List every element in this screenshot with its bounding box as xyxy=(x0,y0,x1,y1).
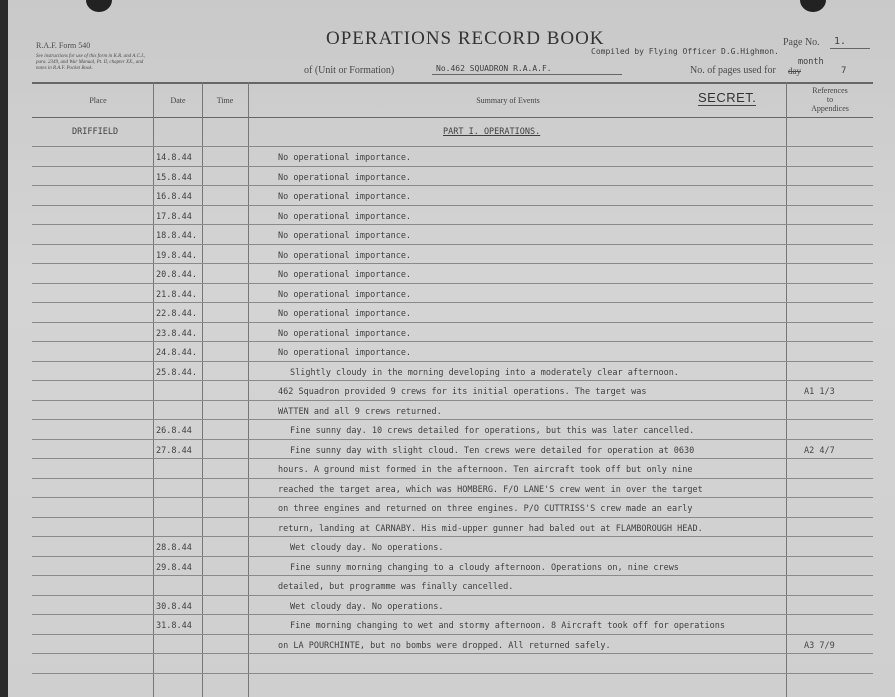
row-date: 16.8.44 xyxy=(156,192,192,202)
pages-used-struck: day xyxy=(788,66,801,76)
pages-used-value: 7 xyxy=(841,66,847,76)
unit-value: No.462 SQUADRON R.A.A.F. xyxy=(436,64,552,73)
row-summary: No operational importance. xyxy=(278,153,412,163)
row-summary: on LA POURCHINTE, but no bombs were dropped. All returned safely. xyxy=(278,641,611,651)
punch-hole-right xyxy=(800,0,826,12)
row-reference: A2 4/7 xyxy=(804,446,835,456)
row-summary: return, landing at CARNABY. His mid-upper gunner had baled out at FLAMBOROUGH HEAD. xyxy=(278,524,703,534)
ruled-line xyxy=(32,341,873,342)
row-date: 23.8.44. xyxy=(156,329,197,339)
row-summary: reached the target area, which was HOMBERG. F/O LANE'S crew went in over the target xyxy=(278,485,703,495)
ruled-line xyxy=(32,614,873,615)
unit-underline xyxy=(432,74,622,75)
table-top-rule xyxy=(32,82,873,84)
ruled-line xyxy=(32,419,873,420)
ruled-line xyxy=(32,478,873,479)
compiled-by: Compiled by Flying Officer D.G.Highmon. xyxy=(591,47,779,56)
punch-hole-left xyxy=(86,0,112,12)
col-header-references: References to Appendices xyxy=(811,86,849,113)
col-divider-time xyxy=(248,82,249,697)
row-date: 21.8.44. xyxy=(156,290,197,300)
row-summary: detailed, but programme was finally cancelled. xyxy=(278,582,514,592)
ruled-line xyxy=(32,673,873,674)
row-summary: No operational importance. xyxy=(278,251,412,261)
row-summary: Fine sunny morning changing to a cloudy afternoon. Operations on, nine crews xyxy=(290,563,679,573)
page-no-label: Page No. xyxy=(783,37,820,48)
row-date: 17.8.44 xyxy=(156,212,192,222)
row-summary: Wet cloudy day. No operations. xyxy=(290,543,444,553)
row-summary: No operational importance. xyxy=(278,173,412,183)
ruled-line xyxy=(32,302,873,303)
pages-used-month: month xyxy=(798,57,824,67)
ruled-line xyxy=(32,361,873,362)
ruled-line xyxy=(32,497,873,498)
row-date: 20.8.44. xyxy=(156,270,197,280)
row-date: 18.8.44. xyxy=(156,231,197,241)
row-summary: No operational importance. xyxy=(278,309,412,319)
row-summary: No operational importance. xyxy=(278,329,412,339)
ruled-line xyxy=(32,224,873,225)
row-reference: A3 7/9 xyxy=(804,641,835,651)
form-number: R.A.F. Form 540 xyxy=(36,41,91,50)
col-divider-place xyxy=(153,82,154,697)
row-summary: No operational importance. xyxy=(278,212,412,222)
row-summary: on three engines and returned on three engines. P/O CUTTRISS'S crew made an early xyxy=(278,504,693,514)
ruled-line xyxy=(32,146,873,147)
ruled-line xyxy=(32,439,873,440)
row-summary: No operational importance. xyxy=(278,192,412,202)
pages-used-label: No. of pages used for xyxy=(690,65,776,76)
form-instructions: See instructions for use of this form in K.R. and A.C.I., para. 2349, and War Manual, Pt. II, chapter XX., and notes in R.A.F. Pocket Book. xyxy=(36,54,146,71)
col-header-summary: Summary of Events xyxy=(476,96,540,105)
row-date: 19.8.44. xyxy=(156,251,197,261)
ruled-line xyxy=(32,536,873,537)
col-divider-date xyxy=(202,82,203,697)
ruled-line xyxy=(32,400,873,401)
ruled-line xyxy=(32,653,873,654)
row-reference: A1 1/3 xyxy=(804,387,835,397)
col-header-place: Place xyxy=(89,96,107,105)
table-header-rule xyxy=(32,117,873,118)
row-summary: Wet cloudy day. No operations. xyxy=(290,602,444,612)
ruled-line xyxy=(32,517,873,518)
ruled-line xyxy=(32,556,873,557)
row-summary: Fine morning changing to wet and stormy afternoon. 8 Aircraft took off for operations xyxy=(290,621,725,631)
page-no-value: 1. xyxy=(834,36,847,47)
col-header-date: Date xyxy=(170,96,186,105)
row-date: 26.8.44 xyxy=(156,426,192,436)
page-title: OPERATIONS RECORD BOOK xyxy=(326,28,605,49)
row-date: 28.8.44 xyxy=(156,543,192,553)
ruled-line xyxy=(32,263,873,264)
row-date: 30.8.44 xyxy=(156,602,192,612)
row-date: 31.8.44 xyxy=(156,621,192,631)
col-header-time: Time xyxy=(216,96,234,105)
row-summary: hours. A ground mist formed in the afternoon. Ten aircraft took off but only nine xyxy=(278,465,693,475)
ruled-line xyxy=(32,458,873,459)
place-value: DRIFFIELD xyxy=(72,127,119,137)
ruled-line xyxy=(32,166,873,167)
row-summary: No operational importance. xyxy=(278,290,412,300)
row-date: 29.8.44 xyxy=(156,563,192,573)
row-date: 27.8.44 xyxy=(156,446,192,456)
ruled-line xyxy=(32,380,873,381)
ruled-line xyxy=(32,634,873,635)
ruled-line xyxy=(32,322,873,323)
ruled-line xyxy=(32,283,873,284)
unit-label: of (Unit or Formation) xyxy=(304,65,395,76)
row-summary: Fine sunny day with slight cloud. Ten crews were detailed for operation at 0630 xyxy=(290,446,695,456)
operations-record-page xyxy=(8,0,895,697)
row-summary: No operational importance. xyxy=(278,348,412,358)
ruled-line xyxy=(32,595,873,596)
row-summary: 462 Squadron provided 9 crews for its initial operations. The target was xyxy=(278,387,647,397)
part-heading: PART I. OPERATIONS. xyxy=(443,127,541,137)
ruled-line xyxy=(32,244,873,245)
row-summary: WATTEN and all 9 crews returned. xyxy=(278,407,442,417)
row-date: 22.8.44. xyxy=(156,309,197,319)
row-date: 15.8.44 xyxy=(156,173,192,183)
row-date: 24.8.44. xyxy=(156,348,197,358)
row-date: 25.8.44. xyxy=(156,368,197,378)
row-summary: No operational importance. xyxy=(278,270,412,280)
row-summary: No operational importance. xyxy=(278,231,412,241)
row-summary: Fine sunny day. 10 crews detailed for operations, but this was later cancelled. xyxy=(290,426,695,436)
ruled-line xyxy=(32,205,873,206)
col-divider-summary xyxy=(786,82,787,697)
ruled-line xyxy=(32,185,873,186)
row-summary: Slightly cloudy in the morning developing into a moderately clear afternoon. xyxy=(290,368,679,378)
secret-stamp: SECRET. xyxy=(698,90,757,105)
page-no-underline xyxy=(830,48,870,49)
ruled-line xyxy=(32,575,873,576)
row-date: 14.8.44 xyxy=(156,153,192,163)
